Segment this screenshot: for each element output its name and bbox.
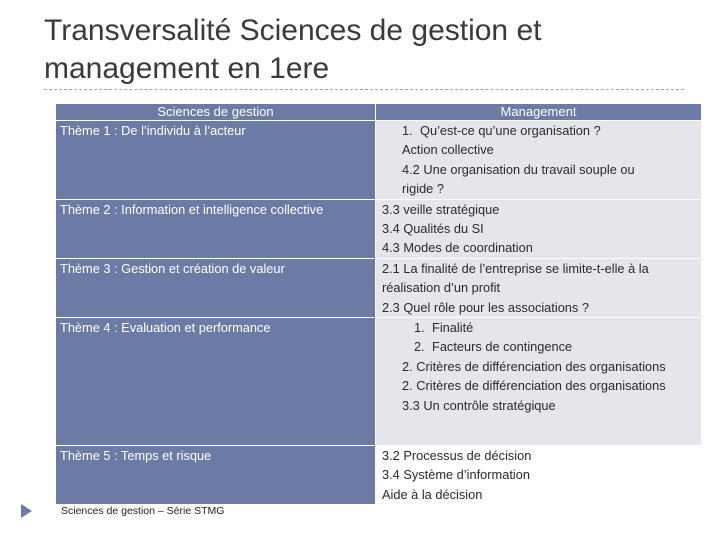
slide-footer: Sciences de gestion – Série STMG <box>61 505 225 517</box>
item-number: 2. <box>414 339 425 355</box>
management-item <box>382 318 697 337</box>
item-number: 1. <box>402 123 413 138</box>
management-item <box>382 121 697 140</box>
theme-cell: Thème 5 : Temps et risque <box>56 446 376 505</box>
theme-cell: Thème 3 : Gestion et création de valeur <box>56 258 376 317</box>
footer-arrow-icon <box>21 504 32 518</box>
item-text: Finalité <box>432 320 474 336</box>
management-cell <box>376 446 702 505</box>
slide-title <box>44 12 694 88</box>
management-cell <box>376 199 702 258</box>
theme-cell: Thème 4 : Evaluation et performance <box>56 318 376 446</box>
management-item: 3.3 veille stratégique <box>382 201 500 217</box>
management-item: 3.4 Système d’information <box>382 467 530 483</box>
management-cell <box>376 258 702 317</box>
theme-cell: Thème 1 : De l’individu à l’acteur <box>56 121 376 200</box>
title-divider <box>44 89 684 90</box>
table-row <box>56 121 702 200</box>
item-text: Facteurs de contingence <box>432 339 573 355</box>
management-item: 3.3 Un contrôle stratégique <box>402 397 556 413</box>
management-item <box>382 337 697 356</box>
management-cell <box>376 121 702 200</box>
column-header-management: Management <box>376 104 702 121</box>
transversality-table <box>55 103 702 505</box>
item-number: 1. <box>414 320 425 336</box>
theme-cell: Thème 2 : Information et intelligence collective <box>56 199 376 258</box>
column-header-sciences-de-gestion: Sciences de gestion <box>56 104 376 121</box>
management-item: 3.4 Qualités du SI <box>382 221 484 237</box>
slide-title-line-1: Transversalité Sciences de gestion et <box>44 14 542 47</box>
management-item: 4.3 Modes de coordination <box>382 240 533 256</box>
management-item: Action collective <box>402 142 494 158</box>
management-item: 2.3 Quel rôle pour les associations ? <box>382 299 589 315</box>
management-cell <box>376 318 702 446</box>
management-item: rigide ? <box>402 181 444 197</box>
management-item: Aide à la décision <box>382 486 483 502</box>
slide-title-line-2: management en 1ere <box>44 52 330 85</box>
table-row <box>56 318 702 446</box>
management-item: 2. Critères de différenciation des organisations <box>402 358 666 374</box>
management-item: 4.2 Une organisation du travail souple ou <box>402 161 635 177</box>
management-item: réalisation d’un profit <box>382 280 501 296</box>
table-row <box>56 258 702 317</box>
item-text: Qu’est-ce qu’une organisation ? <box>420 123 601 138</box>
table-header-row <box>56 104 702 121</box>
management-item: 2. Critères de différenciation des organisations <box>402 378 666 394</box>
management-item: 2.1 La finalité de l’entreprise se limite-t-elle à la <box>382 260 649 276</box>
table-row <box>56 199 702 258</box>
management-item: 3.2 Processus de décision <box>382 448 532 464</box>
table-row <box>56 446 702 505</box>
